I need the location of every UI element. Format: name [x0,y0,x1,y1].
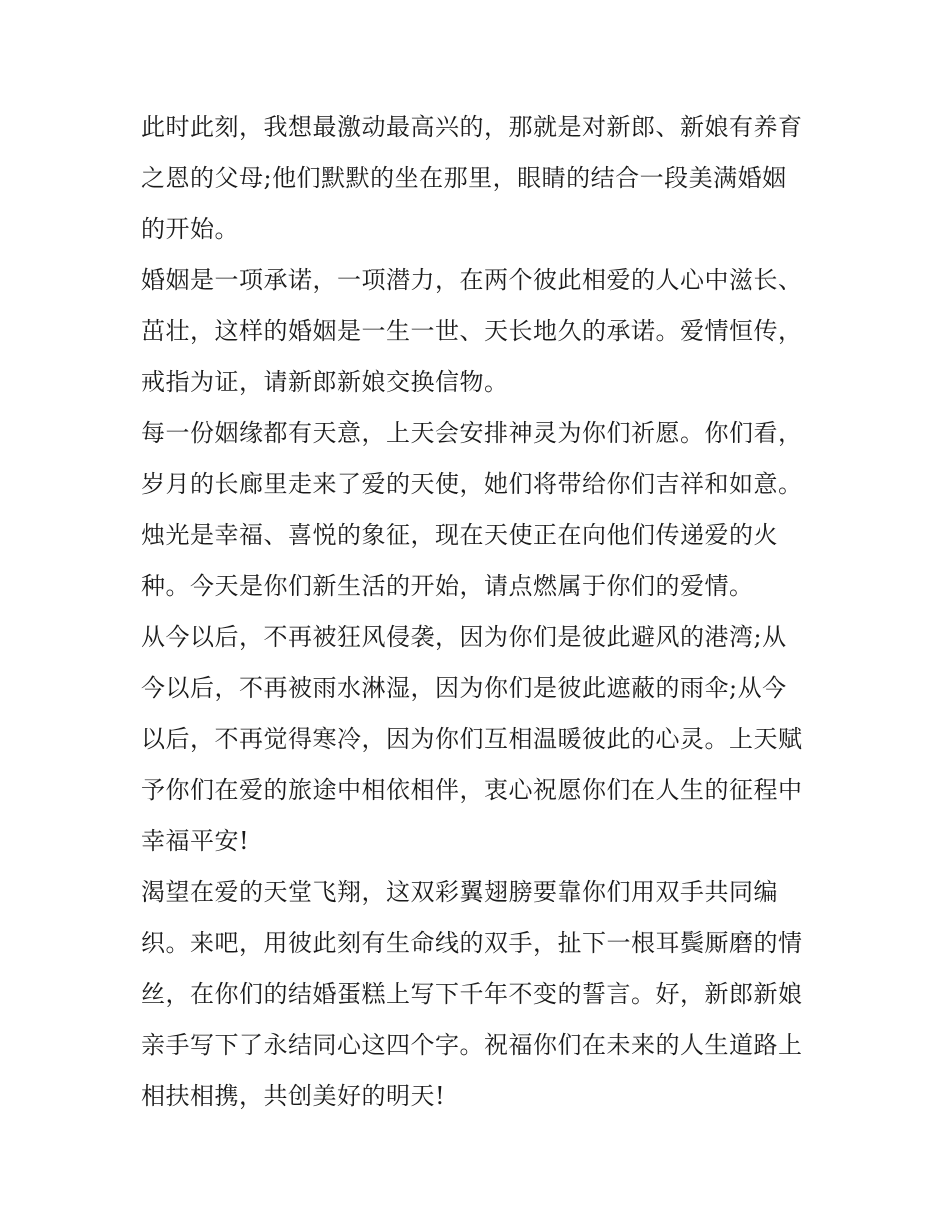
text-line: 幸福平安! [141,827,250,855]
text-line: 婚姻是一项承诺，一项潜力，在两个彼此相爱的人心中滋长、 [141,266,803,294]
text-line: 以后，不再觉得寒冷，因为你们互相温暖彼此的心灵。上天赋 [141,725,803,753]
text-line: 岁月的长廊里走来了爱的天使，她们将带给你们吉祥和如意。 [141,470,803,498]
text-line: 烛光是幸福、喜悦的象征，现在天使正在向他们传递爱的火 [141,521,778,549]
text-line: 的开始。 [141,215,239,243]
text-line: 从今以后，不再被狂风侵袭，因为你们是彼此避风的港湾;从 [141,623,787,651]
text-line: 每一份姻缘都有天意，上天会安排神灵为你们祈愿。你们看， [141,419,803,447]
text-line: 丝，在你们的结婚蛋糕上写下千年不变的誓言。好，新郎新娘 [141,980,803,1008]
text-line: 亲手写下了永结同心这四个字。祝福你们在未来的人生道路上 [141,1031,803,1059]
text-line: 渴望在爱的天堂飞翔，这双彩翼翅膀要靠你们用双手共同编 [141,878,778,906]
text-line: 此时此刻，我想最激动最高兴的，那就是对新郎、新娘有养育 [141,113,803,141]
text-line: 茁壮，这样的婚姻是一生一世、天长地久的承诺。爱情恒传， [141,317,803,345]
paragraph-parents [141,102,821,255]
text-line: 之恩的父母;他们默默的坐在那里，眼睛的结合一段美满婚姻 [141,164,787,192]
paragraph-blessing [141,612,821,867]
text-line: 相扶相携，共创美好的明天! [141,1082,446,1110]
text-line: 种。今天是你们新生活的开始，请点燃属于你们的爱情。 [141,572,754,600]
paragraph-candle-lighting [141,408,821,612]
text-line: 织。来吧，用彼此刻有生命线的双手，扯下一根耳鬓厮磨的情 [141,929,803,957]
text-line: 戒指为证，请新郎新娘交换信物。 [141,368,509,396]
paragraph-ring-exchange [141,255,821,408]
text-line: 予你们在爱的旅途中相依相伴，衷心祝愿你们在人生的征程中 [141,776,803,804]
paragraph-wedding-cake [141,867,821,1122]
text-line: 今以后，不再被雨水淋湿，因为你们是彼此遮蔽的雨伞;从今 [141,674,787,702]
document-body [141,102,821,1122]
